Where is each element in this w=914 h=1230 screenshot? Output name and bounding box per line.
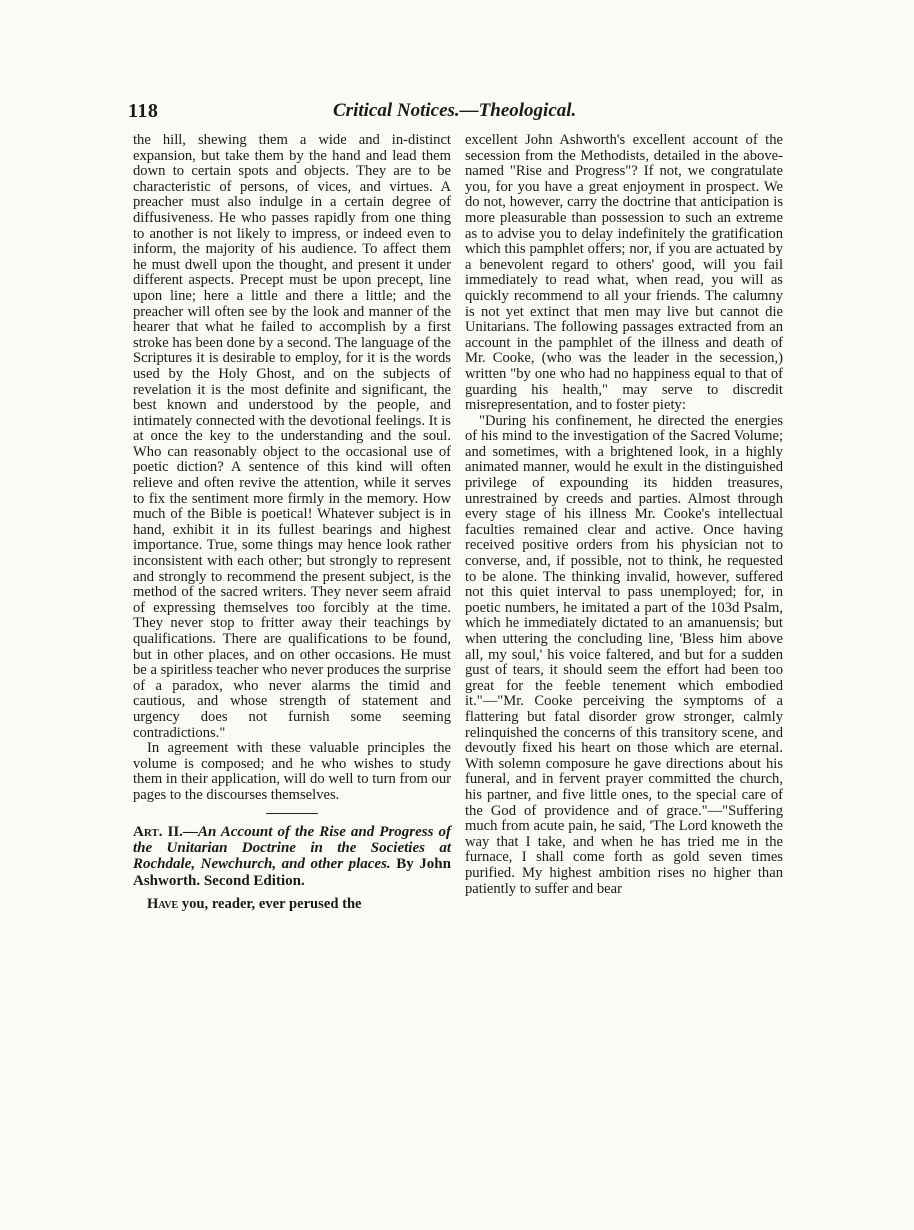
paragraph-lead-rest: you, reader, ever perused the — [178, 896, 362, 913]
article-heading — [133, 824, 451, 890]
left-paragraph-2: In agreement with these valuable principles the volume is composed; and he who wishes to study them in their application, will do well to turn from our pages to the discourses themselves. — [133, 740, 451, 803]
running-head: Critical Notices.—Theological. — [333, 100, 577, 121]
article-author: By John Ashworth. Second Edition. — [133, 856, 451, 889]
left-column — [133, 133, 451, 913]
right-paragraph-2: "During his confinement, he directed the energies of his mind to the investigation of the Sacred Volume; and sometimes, with a brightened look, in a highly animated manner, would he exult in the distinguished privilege of expounding its hidden treasures, unrestrained by creeds and parties. Almost through every stage of his illness Mr. Cooke's intellectual faculties remained clear and active. Once having received positive orders from his physician not to converse, and, if possible, not to think, he requested to be alone. The thinking invalid, however, suffered not this quiet interval to pass unemployed; for, in poetic numbers, he imitated a part of the 103d Psalm, which he immediately dictated to an amanuensis; but when uttering the concluding line, 'Bless him above all, my soul,' his voice faltered, and but for a sudden gust of tears, it should seem the effort had been too great for the feeble tenement which embodied it."—"Mr. Cooke perceiving the symptoms of a flattering but fatal disorder grow stronger, calmly relinquished the concerns of this transitory scene, and devoutly fixed his heart on those which are eternal. With solemn composure he gave directions about his funeral, and in fervent prayer committed the church, his partner, and five little ones, to the special care of the God of providence and of grace."—"Suffering much from acute pain, he said, 'The Lord knoweth the way that I take, and when he has tried me in the furnace, I shall come forth as gold seven times purified. My highest ambition rises no higher than patiently to suffer and bear — [465, 412, 783, 897]
page-number: 118 — [128, 100, 159, 122]
right-column — [465, 133, 783, 897]
left-paragraph-3 — [133, 897, 451, 913]
left-paragraph-1: the hill, shewing them a wide and in-distinct expansion, but take them by the hand and lead them down to certain spots and objects. They are to be characteristic of persons, of vices, and virtues. A preacher must also indulge in a certain degree of diffusiveness. He who passes rapidly from one thing to another is not likely to impress, or indeed even to inform, the majority of his audience. To affect them he must dwell upon the thought, and present it under different aspects. Precept must be upon precept, line upon line; here a little and there a little; and the preacher will often see by the look and manner of the hearer that what he failed to accomplish by a first stroke has been done by a second. The language of the Scriptures it is desirable to employ, for it is the words used by the Holy Ghost, and on the subjects of revelation it is the most definite and significant, the best known and understood by the people, and intimately connected with the devotional feelings. It is at once the key to the understanding and the soul. Who can reasonably object to the occasional use of poetic diction? A sentence of this kind will often relieve and often revive the attention, while it serves to fix the sentiment more firmly in the memory. How much of the Bible is poetical! Whatever subject is in hand, exhibit it in its fullest bearings and highest importance. True, some things may hence look rather inconsistent with each other; but strongly to represent and strongly to recommend the present subject, is the method of the sacred writers. They never seem afraid of expressing themselves too forcibly at the time. They never stop to fritter away their teachings by qualifications. There are qualifications to be found, but in other places, and on other occasions. He must be a spiritless teacher who never produces the surprise of a paradox, who never alarms the timid and cautious, and whose strength of statement and urgency does not furnish some seeming contradictions." — [133, 132, 451, 741]
article-title: —An Account of the Rise and Progress of the Unitarian Doctrine in the Societies at Rochdale, Newchurch, and other places. — [133, 823, 451, 873]
article-label: Art. II. — [133, 823, 183, 840]
section-divider — [266, 813, 318, 814]
page-header — [128, 100, 778, 124]
right-paragraph-1: excellent John Ashworth's excellent account of the secession from the Methodists, detailed in the above-named "Rise and Progress"? If not, we congratulate you, for you have a great enjoyment in prospect. We do not, however, carry the doctrine that anticipation is more pleasurable than possession to such an extreme as to advise you to delay indefinitely the gratification which this pamphlet offers; nor, if you are actuated by a benevolent regard to others' good, will you fail immediately to read what, when read, you will as quickly recommend to all your friends. The calumny is not yet extinct that men may live but cannot die Unitarians. The following passages extracted from an account in the pamphlet of the illness and death of Mr. Cooke, (who was the leader in the secession,) written "by one who had no happiness equal to that of guarding his health," may serve to discredit misrepresentation, and to foster piety: — [465, 132, 783, 414]
paragraph-lead-word: Have — [147, 896, 179, 913]
